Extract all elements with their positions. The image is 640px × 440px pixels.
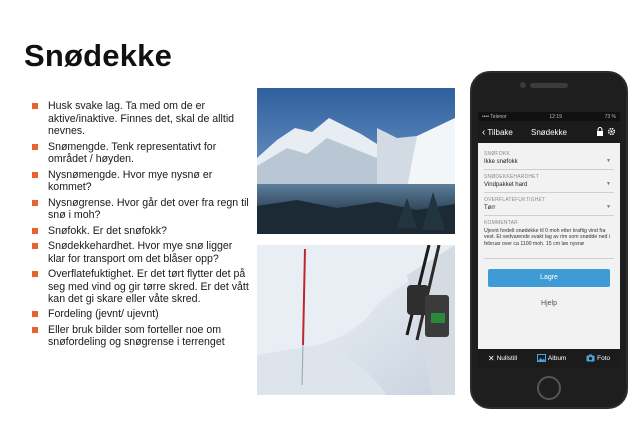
camera-icon <box>586 354 595 364</box>
bullet-text: Eller bruk bilder som forteller noe om snøfordeling og snøgrense i terrenget <box>48 323 225 349</box>
nav-bar <box>478 121 620 143</box>
battery-text: 73 % <box>604 113 616 120</box>
lock-icon[interactable] <box>596 127 604 138</box>
nav-actions <box>596 127 616 138</box>
back-button[interactable] <box>482 127 513 138</box>
field-value: Ikke snøfokk <box>484 159 518 165</box>
field-value: Tørr <box>484 205 496 211</box>
camera-lens <box>520 82 526 88</box>
status-bar <box>478 112 620 121</box>
bullet-marker <box>32 311 38 317</box>
save-button[interactable]: Lagre <box>488 269 610 287</box>
bullet-marker <box>32 228 38 234</box>
photo-button[interactable] <box>586 354 610 364</box>
phone-mockup <box>470 71 628 409</box>
close-icon: ✕ <box>487 354 495 363</box>
bullet-text: Snømengde. Tenk representativt for området / høyden. <box>48 140 217 166</box>
bullet-text: Fordeling (jevnt/ ujevnt) <box>48 308 159 321</box>
album-button[interactable] <box>537 354 566 364</box>
album-icon <box>537 354 546 364</box>
bullet-item <box>30 324 252 349</box>
comment-field[interactable] <box>484 216 614 259</box>
field-value: Vindpakket hard <box>484 182 528 188</box>
reset-label: Nullstill <box>496 355 518 362</box>
bullet-marker <box>32 243 38 249</box>
bullet-marker <box>32 327 38 333</box>
screen-title: Snødekke <box>530 127 568 137</box>
home-button[interactable] <box>537 376 561 400</box>
clock-text: 12:19 <box>549 113 562 120</box>
slide-title: Snødekke <box>24 38 173 73</box>
chevron-down-icon: ▼ <box>606 181 611 187</box>
bullet-item <box>30 268 252 306</box>
bullet-text: Snøfokk. Er det snøfokk? <box>48 224 167 237</box>
bullet-marker <box>32 144 38 150</box>
bullet-marker <box>32 200 38 206</box>
bullet-marker <box>32 172 38 178</box>
fjord-mountain-photo <box>257 88 455 234</box>
comment-text[interactable]: Ujevnt fordelt snødekke til 0 moh etter kraftig vind fra vest. Et vedvarende svakt lag av rim som snødde ned i februar over ca 1100 moh. 15 cm løs nysnø <box>484 228 610 247</box>
snowdrift-select[interactable] <box>484 147 614 170</box>
chevron-down-icon: ▼ <box>606 158 611 164</box>
phone-speaker <box>530 83 568 88</box>
field-label: OVERFLATEFUKTIGHET <box>484 197 546 203</box>
bullet-item <box>30 197 252 222</box>
photo-label: Foto <box>597 355 611 362</box>
bullet-list <box>30 100 252 352</box>
field-label: SNØDEKKEHARDHET <box>484 174 539 180</box>
bullet-marker <box>32 271 38 277</box>
bullet-text: Overflatefuktighet. Er det tørt flytter det på seg med vind og gir tørre skred. Er det vått kan det gi skare eller våte skred. <box>48 267 249 306</box>
bullet-marker <box>32 103 38 109</box>
help-link[interactable]: Hjelp <box>541 300 557 307</box>
bullet-item <box>30 225 252 238</box>
bullet-text: Nysnøgrense. Hvor går det over fra regn til snø i moh? <box>48 196 249 222</box>
album-label: Album <box>547 355 567 362</box>
bullet-item <box>30 100 252 138</box>
snow-hardness-select[interactable] <box>484 170 614 193</box>
app-screen <box>478 112 620 368</box>
bullet-text: Snødekkehardhet. Hvor mye snø ligger klar for transport om det blåser opp? <box>48 239 233 265</box>
back-label: Tilbake <box>487 127 513 137</box>
chevron-left-icon: ‹ <box>482 126 486 138</box>
bullet-item <box>30 169 252 194</box>
surface-moisture-select[interactable] <box>484 193 614 216</box>
comment-label: KOMMENTAR <box>484 220 518 226</box>
field-label: SNØFOKK <box>484 151 510 157</box>
observation-form <box>478 143 620 307</box>
bullet-item <box>30 308 252 321</box>
gear-icon[interactable] <box>607 127 616 138</box>
bottom-toolbar <box>478 349 620 368</box>
snow-probe-photo <box>257 245 455 395</box>
reset-button[interactable] <box>488 354 517 363</box>
chevron-down-icon: ▼ <box>606 204 611 210</box>
bullet-item <box>30 141 252 166</box>
bullet-text: Husk svake lag. Ta med om de er aktive/inaktive. Finnes det, skal de alltid nevnes. <box>48 100 235 138</box>
bullet-item <box>30 240 252 265</box>
carrier-text: •••• Telenor <box>482 113 507 120</box>
bullet-text: Nysnømengde. Hvor mye nysnø er kommet? <box>48 168 213 194</box>
